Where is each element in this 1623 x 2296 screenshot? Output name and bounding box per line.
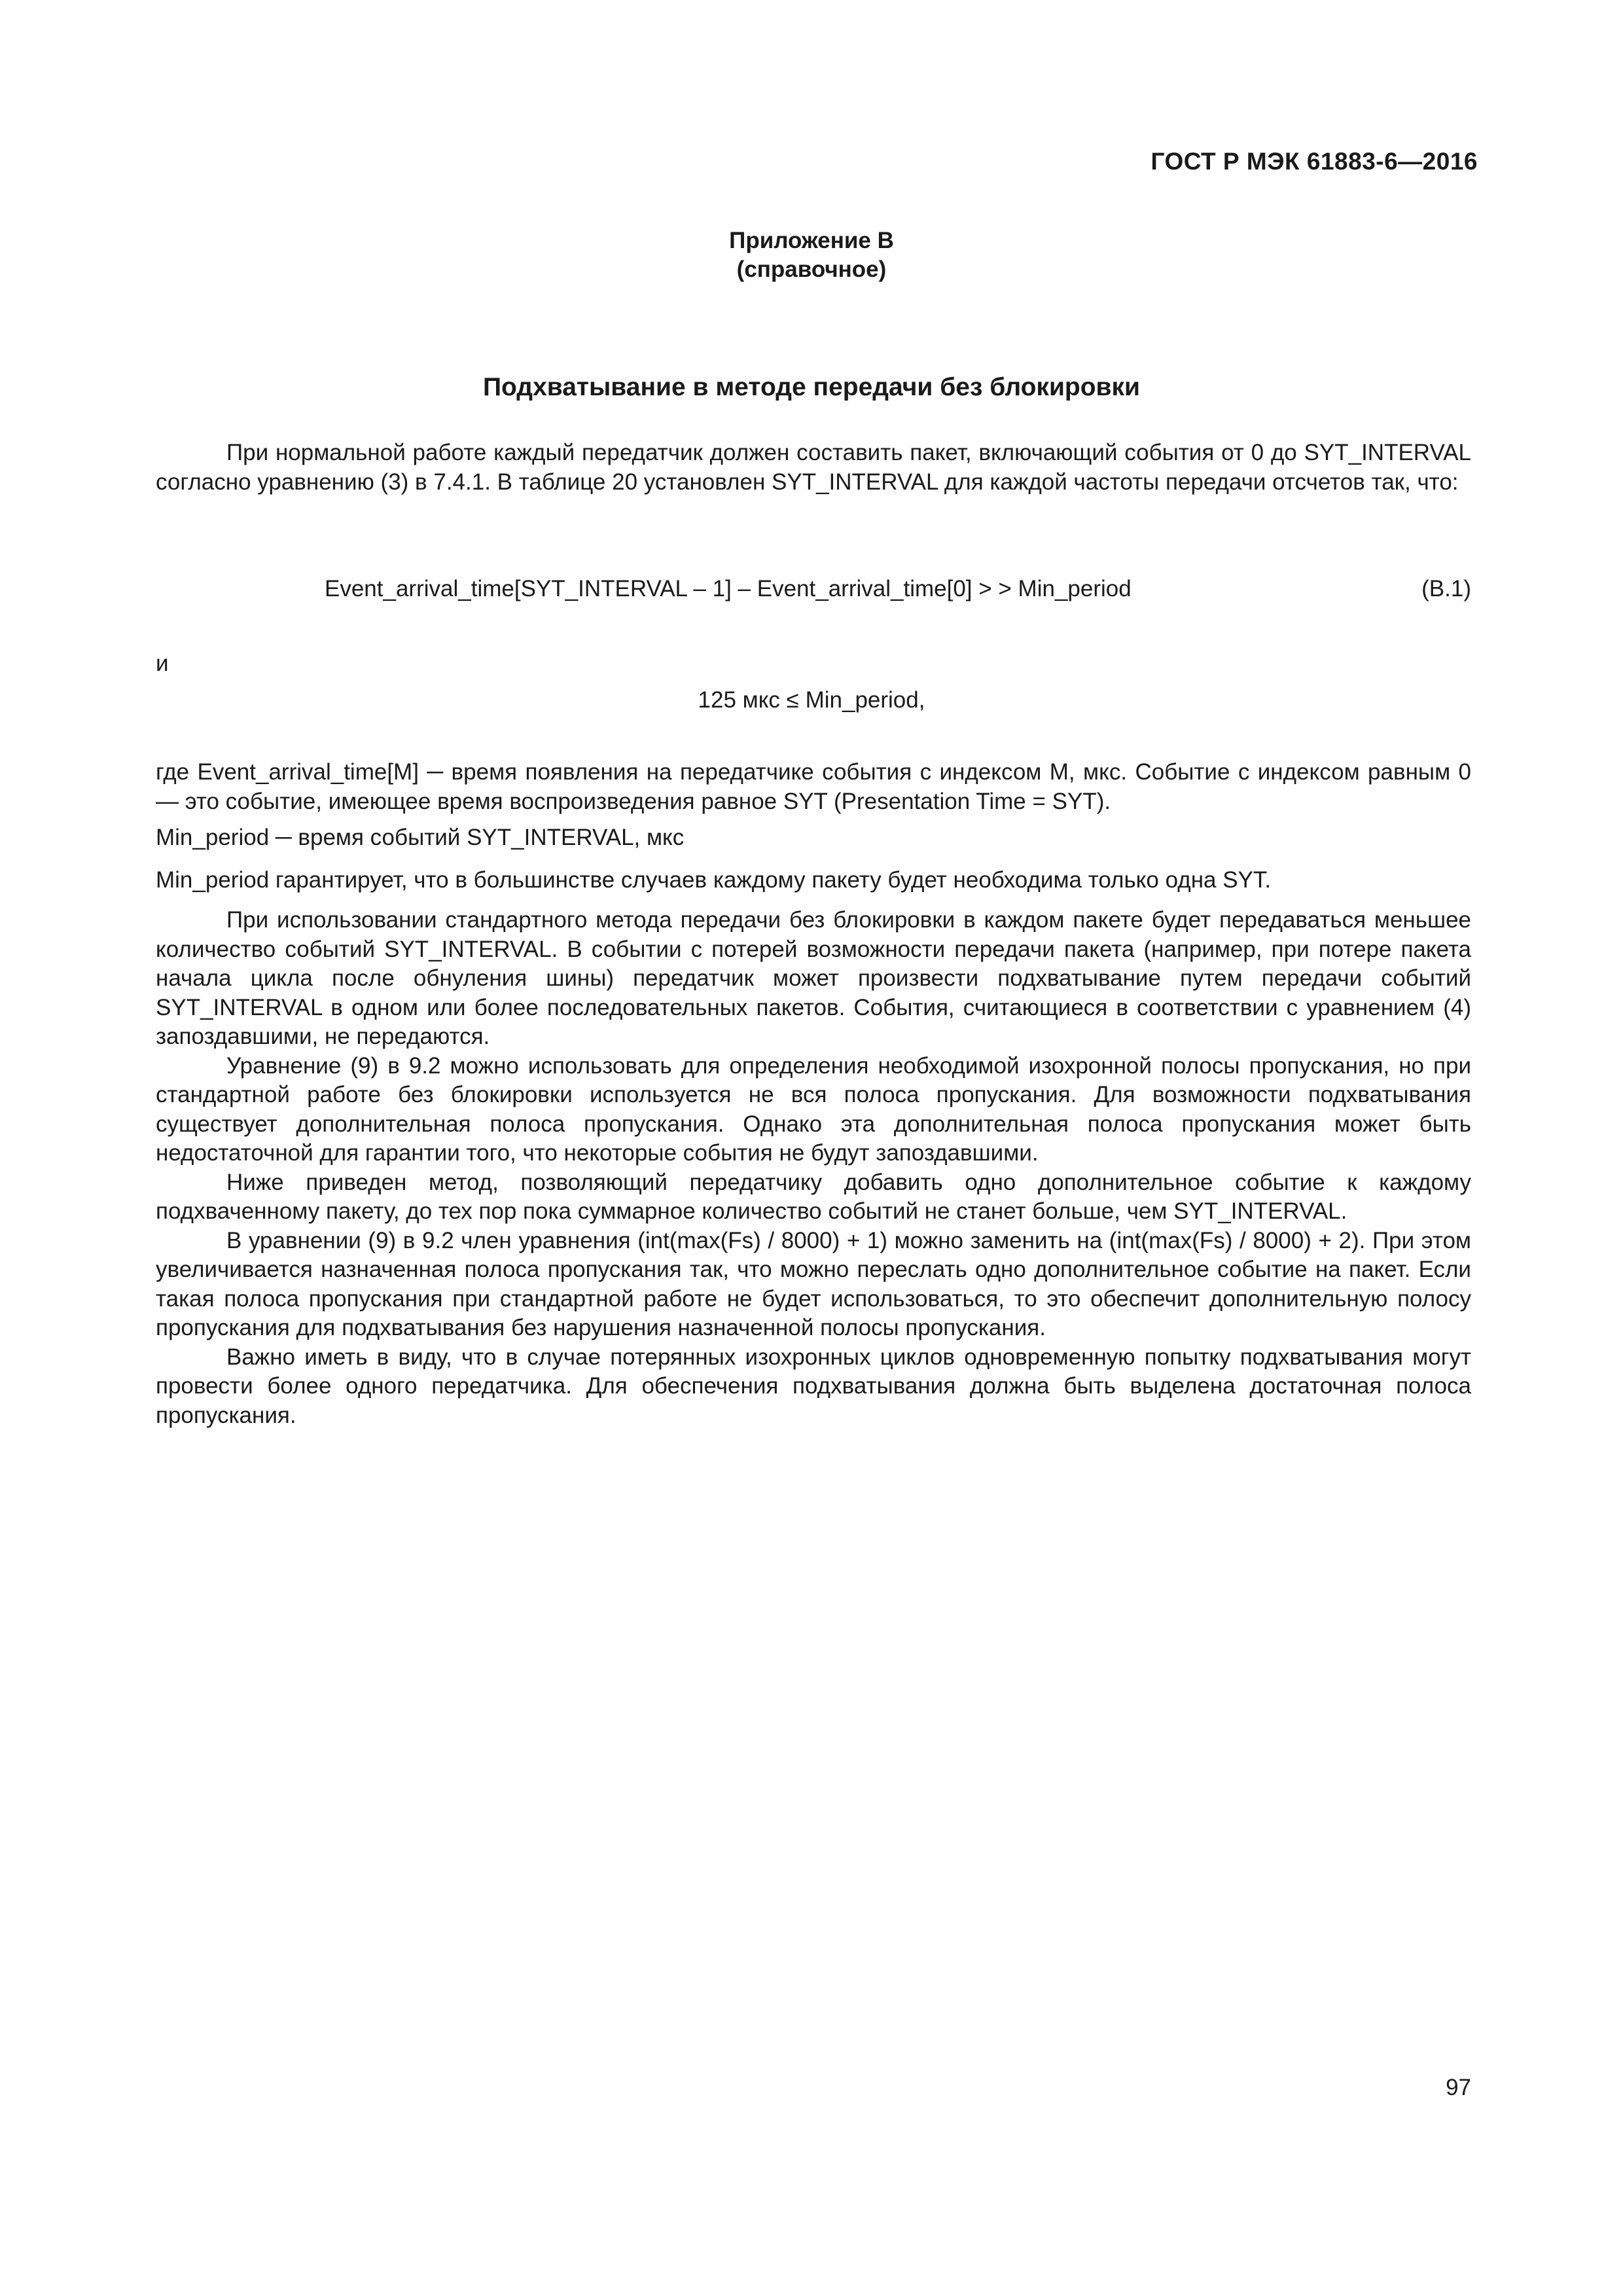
min-period-guarantee-text: Min_period гарантирует, что в большинстве случаев каждому пакету будет необходима только одна SYT. bbox=[156, 867, 1272, 893]
body-paragraph: Важно иметь в виду, что в случае потерянных изохронных циклов одновременную попытку подхватывания могут провести более одного передатчика. Для обеспечения подхватывания должна быть выделена достаточная полоса пропускания. bbox=[156, 1344, 1471, 1428]
min-period-guarantee bbox=[156, 866, 1471, 895]
annex-status: (справочное) bbox=[736, 257, 887, 282]
body-paragraph: При использовании стандартного метода передачи без блокировки в каждом пакете будет передаваться меньшее количество событий SYT_INTERVAL. В событии с потерей возможности передачи пакета (например, при потере пакета начала цикла после обнуления шины) передатчик может произвести подхватывание путем передачи событий SYT_INTERVAL в одном или более последовательных пакетов. События, считающиеся в соответствии с уравнением (4) запоздавшими, не передаются. bbox=[156, 907, 1471, 1049]
formula-expression: Event_arrival_time[SYT_INTERVAL – 1] – Event_arrival_time[0] > > Min_period bbox=[325, 576, 1132, 601]
annex-heading bbox=[0, 226, 1623, 284]
min-period-definition bbox=[156, 823, 1471, 853]
formula-number: (В.1) bbox=[1421, 576, 1471, 601]
body-paragraph: Ниже приведен метод, позволяющий передатчику добавить одно дополнительное событие к каждому подхваченному пакету, до тех пор пока суммарное количество событий не станет больше, чем SYT_INTERVAL. bbox=[156, 1169, 1471, 1224]
annex-label: Приложение В bbox=[729, 228, 894, 253]
where-paragraph bbox=[156, 758, 1471, 816]
body-paragraph: В уравнении (9) в 9.2 член уравнения (int(max(Fs) / 8000) + 1) можно заменить на (int(max(Fs) / 8000) + 2). При этом увеличивается назначенная полоса пропускания так, что можно переслать одно дополнительное событие на пакет. Если такая полоса пропускания при стандартной работе не будет использоваться, то это обеспечит дополнительную полосу пропускания для подхватывания без нарушения назначенной полосы пропускания. bbox=[156, 1227, 1471, 1340]
intro-text: При нормальной работе каждый передатчик должен составить пакет, включающий события от 0 до SYT_INTERVAL согласно уравнению (3) в 7.4.1. В таблице 20 установлен SYT_INTERVAL для каждой частоты передачи отсчетов так, что: bbox=[156, 440, 1471, 495]
min-period-def-text: Min_period ─ время событий SYT_INTERVAL, мкс bbox=[156, 825, 685, 850]
section-title: Подхватывание в методе передачи без блокировки bbox=[482, 373, 1141, 401]
formula-condition: 125 мкс ≤ Min_period, bbox=[698, 687, 925, 713]
where-text: где Event_arrival_time[M] ─ время появления на передатчике события с индексом М, мкс. Событие с индексом равным 0 — это событие, имеющее время воспроизведения равное SYT (Presentation Time = SYT). bbox=[156, 759, 1471, 814]
conjunction-text: и bbox=[156, 651, 169, 676]
standard-id: ГОСТ Р МЭК 61883-6—2016 bbox=[1150, 148, 1478, 175]
page-number: 97 bbox=[1446, 2075, 1471, 2100]
intro-paragraph bbox=[156, 439, 1471, 497]
body-paragraph: Уравнение (9) в 9.2 можно использовать для определения необходимой изохронной полосы пропускания, но при стандартной работе без блокировки используется не вся полоса пропускания. Для возможности подхватывания существует дополнительная полоса пропускания. Однако эта дополнительная полоса пропускания может быть недостаточной для гарантии того, что некоторые события не будут запоздавшими. bbox=[156, 1052, 1471, 1166]
body-paragraphs bbox=[156, 906, 1471, 1430]
